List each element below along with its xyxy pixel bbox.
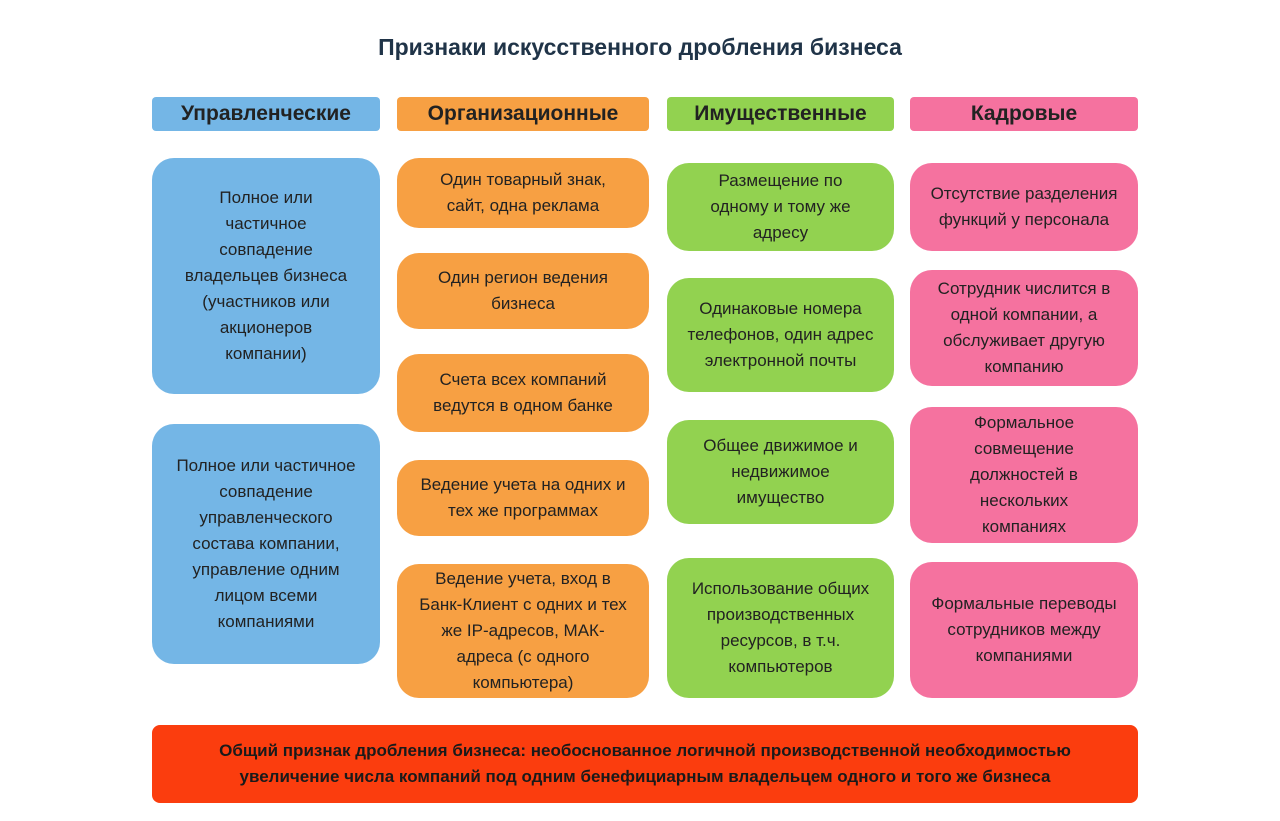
property-box-text: Одинаковые номера телефонов, один адрес электронной почты <box>687 299 874 370</box>
property-box <box>667 163 894 251</box>
header-personnel: Кадровые <box>910 97 1138 131</box>
general-sign-banner <box>152 725 1138 803</box>
organizational-box <box>397 158 649 228</box>
property-box-text: Общее движимое и недвижимое имущество <box>703 436 858 507</box>
organizational-box-text: Ведение учета, вход в Банк-Клиент с одних и тех же IP-адресов, МАК-адреса (с одного компьютера) <box>419 569 627 692</box>
general-sign-text: Общий признак дробления бизнеса: необоснованное логичной производственной необходимостью увеличение числа компаний под одним бенефициарным владельцем одного и того же бизнеса <box>219 741 1071 786</box>
organizational-box-text: Один регион ведения бизнеса <box>438 268 608 313</box>
personnel-box <box>910 270 1138 386</box>
personnel-box-text: Формальное совмещение должностей в нескольких компаниях <box>970 413 1078 536</box>
organizational-box <box>397 460 649 536</box>
property-box-text: Размещение по одному и тому же адресу <box>710 171 851 242</box>
organizational-box-text: Счета всех компаний ведутся в одном банке <box>433 370 613 415</box>
property-box <box>667 558 894 698</box>
personnel-box <box>910 407 1138 543</box>
organizational-box <box>397 354 649 432</box>
property-box-text: Использование общих производственных ресурсов, в т.ч. компьютеров <box>691 579 870 676</box>
personnel-box <box>910 562 1138 698</box>
header-property: Имущественные <box>667 97 894 131</box>
management-box <box>152 424 380 664</box>
personnel-box-text: Формальные переводы сотрудников между компаниями <box>931 594 1117 665</box>
organizational-box-text: Один товарный знак, сайт, одна реклама <box>440 170 606 215</box>
personnel-box-text: Сотрудник числится в одной компании, а обслуживает другую компанию <box>937 279 1111 376</box>
management-box-text: Полное или частичное совпадение владельцев бизнеса (участников или акционеров компании) <box>184 188 348 363</box>
organizational-box <box>397 564 649 698</box>
organizational-box-text: Ведение учета на одних и тех же программах <box>420 475 626 520</box>
organizational-box <box>397 253 649 329</box>
header-organizational: Организационные <box>397 97 649 131</box>
management-box-text: Полное или частичное совпадение управленческого состава компании, управление одним лицом всеми компаниями <box>176 456 356 631</box>
management-box <box>152 158 380 394</box>
personnel-box-text: Отсутствие разделения функций у персонала <box>930 184 1118 229</box>
page-title: Признаки искусственного дробления бизнеса <box>378 34 902 60</box>
property-box <box>667 420 894 524</box>
personnel-box <box>910 163 1138 251</box>
header-management: Управленческие <box>152 97 380 131</box>
property-box <box>667 278 894 392</box>
